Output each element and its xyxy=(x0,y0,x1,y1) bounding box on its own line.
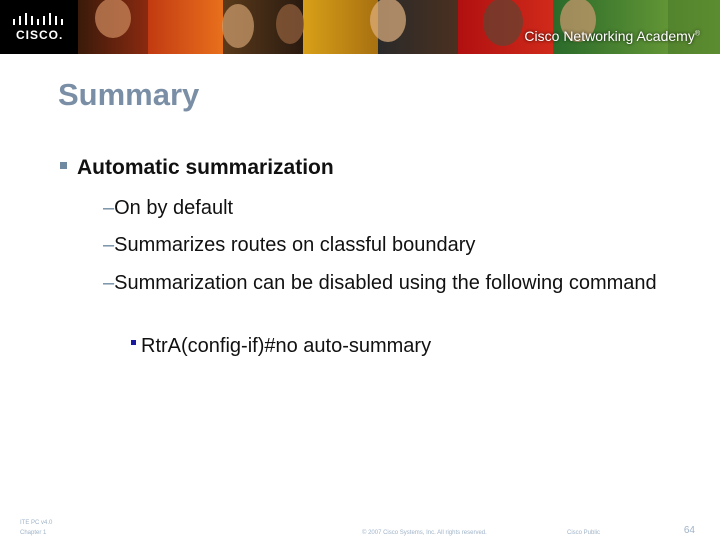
sub-item xyxy=(103,232,475,258)
page-number: 64 xyxy=(683,525,695,536)
bullet-level-1 xyxy=(60,156,334,180)
sub-item-text: Summarizes routes on classful boundary xyxy=(114,234,476,256)
command-item xyxy=(131,335,431,358)
footer-copyright: © 2007 Cisco Systems, Inc. All rights reserved. xyxy=(362,530,487,536)
header-banner xyxy=(0,0,720,54)
trademark-symbol: ® xyxy=(694,30,700,38)
cisco-logo xyxy=(0,0,78,54)
square-bullet-icon xyxy=(131,340,136,345)
sub-item xyxy=(103,195,233,221)
header-photo-collage xyxy=(78,0,720,54)
academy-title xyxy=(524,28,700,44)
square-bullet-icon xyxy=(60,162,67,169)
cisco-wordmark: CISCO. xyxy=(16,28,64,42)
footer-chapter: Chapter 1 xyxy=(20,530,47,536)
academy-name: Cisco Networking Academy xyxy=(524,28,695,44)
command-text: RtrA(config-if)#no auto-summary xyxy=(141,335,432,357)
dash-bullet-icon: – xyxy=(103,272,115,294)
sub-item-text: On by default xyxy=(114,197,234,219)
bullet-text: Automatic summarization xyxy=(77,156,334,179)
footer-classification: Cisco Public xyxy=(567,530,601,536)
sub-item xyxy=(103,270,673,296)
slide-title: Summary xyxy=(58,77,200,112)
dash-bullet-icon: – xyxy=(103,197,115,219)
footer-course: ITE PC v4.0 xyxy=(20,520,53,526)
cisco-bars-icon xyxy=(13,13,65,25)
dash-bullet-icon: – xyxy=(103,234,115,256)
sub-item-text: Summarization can be disabled using the following command xyxy=(114,272,657,294)
